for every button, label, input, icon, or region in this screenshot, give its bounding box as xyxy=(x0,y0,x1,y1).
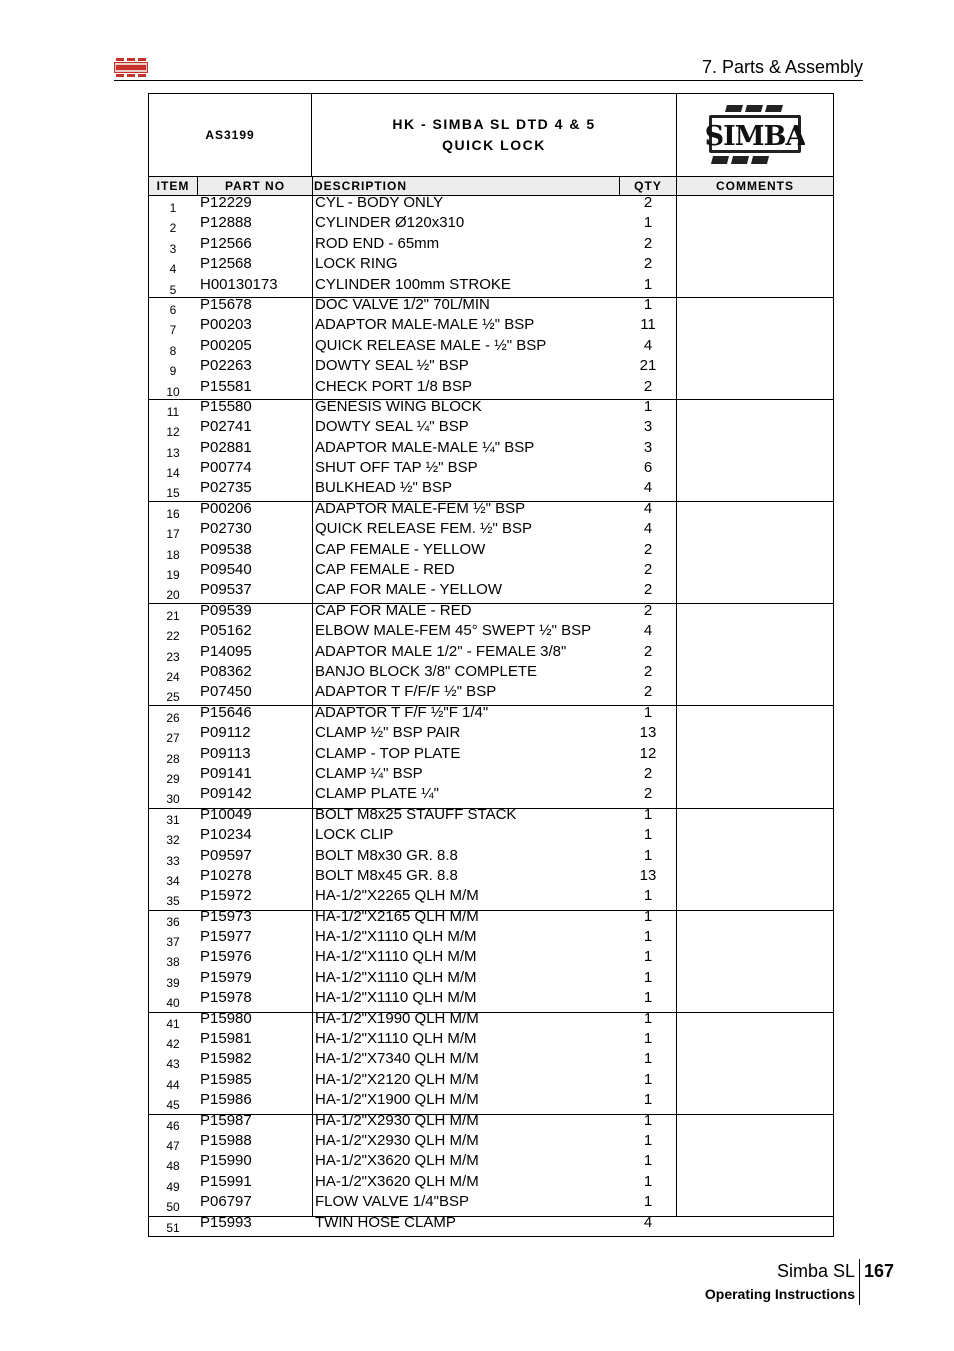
table-row xyxy=(149,499,833,522)
table-row xyxy=(149,726,833,746)
row-item-number: 27 xyxy=(166,731,180,746)
row-description: CHECK PORT 1/8 BSP xyxy=(315,377,473,395)
row-quantity: 1 xyxy=(643,1050,653,1068)
table-row xyxy=(149,1213,833,1236)
row-description: ADAPTOR MALE 1/2" - FEMALE 3/8" xyxy=(315,642,567,660)
row-item-number: 48 xyxy=(166,1159,180,1174)
row-part-number: P15991 xyxy=(200,1172,252,1190)
row-part-number: P09113 xyxy=(200,744,251,762)
row-quantity: 4 xyxy=(643,479,653,497)
row-description: BOLT M8x25 STAUFF STACK xyxy=(315,805,517,823)
row-description: FLOW VALVE 1/4"BSP xyxy=(315,1193,469,1211)
row-quantity: 1 xyxy=(643,397,653,415)
row-item-number: 18 xyxy=(166,547,180,562)
row-description: QUICK RELEASE MALE - ½" BSP xyxy=(315,336,547,354)
row-description: HA-1/2"X1110 QLH M/M xyxy=(315,928,477,946)
row-item-number: 33 xyxy=(166,853,180,868)
row-quantity: 13 xyxy=(639,866,657,884)
row-item-number: 42 xyxy=(166,1037,180,1052)
row-part-number: P15982 xyxy=(200,1050,252,1068)
row-quantity: 1 xyxy=(643,1009,653,1027)
row-item-number: 6 xyxy=(169,302,177,317)
row-description: HA-1/2"X1110 QLH M/M xyxy=(315,948,477,966)
simba-brand-logo-icon xyxy=(705,103,805,167)
row-description: ADAPTOR T F/F/F ½" BSP xyxy=(315,683,497,701)
row-part-number: P00774 xyxy=(200,459,252,477)
table-row xyxy=(149,1111,833,1134)
table-row xyxy=(149,703,833,726)
row-part-number: P05162 xyxy=(200,622,252,640)
row-part-number: P15977 xyxy=(200,928,252,946)
row-description: ADAPTOR T F/F ½"F 1/4" xyxy=(315,703,489,721)
row-part-number: P02735 xyxy=(200,479,252,497)
row-quantity: 1 xyxy=(643,826,653,844)
row-description: SHUT OFF TAP ½" BSP xyxy=(315,459,478,477)
row-part-number: P06797 xyxy=(200,1193,252,1211)
row-item-number: 13 xyxy=(166,445,180,460)
assembly-code: AS3199 xyxy=(149,94,312,176)
assembly-title-line2: QUICK LOCK xyxy=(442,137,546,153)
row-description: BOLT M8x45 GR. 8.8 xyxy=(315,866,458,884)
row-description: ADAPTOR MALE-MALE ¼" BSP xyxy=(315,438,535,456)
table-row xyxy=(149,420,833,440)
row-quantity: 1 xyxy=(643,1152,653,1170)
row-item-number: 31 xyxy=(166,812,180,827)
row-item-number: 46 xyxy=(166,1118,180,1133)
row-quantity: 1 xyxy=(643,275,653,293)
row-quantity: 1 xyxy=(643,703,653,721)
table-row xyxy=(149,950,833,970)
row-description: DOWTY SEAL ¼" BSP xyxy=(315,418,469,436)
row-quantity: 1 xyxy=(643,1030,653,1048)
table-row xyxy=(149,930,833,950)
row-quantity: 1 xyxy=(643,1091,653,1109)
row-part-number: P15987 xyxy=(200,1111,252,1129)
row-part-number: P15993 xyxy=(200,1213,252,1231)
table-row xyxy=(149,642,833,665)
row-item-number: 5 xyxy=(169,282,177,297)
row-part-number: P09537 xyxy=(200,581,252,599)
table-row xyxy=(149,481,833,501)
row-part-number: P10234 xyxy=(200,826,252,844)
row-description: HA-1/2"X2930 QLH M/M xyxy=(315,1131,479,1149)
row-part-number: P02730 xyxy=(200,520,252,538)
row-part-number: P12888 xyxy=(200,214,252,232)
row-part-number: P02881 xyxy=(200,438,252,456)
row-part-number: P15580 xyxy=(200,397,252,415)
row-description: CLAMP ¼" BSP xyxy=(315,764,423,782)
row-item-number: 3 xyxy=(169,241,177,256)
row-quantity: 2 xyxy=(643,785,653,803)
row-quantity: 2 xyxy=(643,662,653,680)
row-description: CYLINDER 100mm STROKE xyxy=(315,275,511,293)
row-quantity: 2 xyxy=(643,540,653,558)
row-item-number: 30 xyxy=(166,792,180,807)
row-quantity: 1 xyxy=(643,887,653,905)
header-logo xyxy=(114,58,148,78)
row-quantity: 1 xyxy=(643,846,653,864)
table-row xyxy=(149,234,833,257)
row-item-number: 43 xyxy=(166,1057,180,1072)
footer-product: Simba SL xyxy=(776,1261,855,1281)
row-quantity: 13 xyxy=(639,724,657,742)
row-quantity: 4 xyxy=(643,1213,653,1231)
row-item-number: 45 xyxy=(166,1098,180,1113)
table-row xyxy=(149,744,833,767)
row-quantity: 1 xyxy=(643,1193,653,1211)
row-part-number: P15985 xyxy=(200,1070,252,1088)
table-row xyxy=(149,601,833,624)
row-part-number: P12229 xyxy=(200,194,252,211)
row-description: LOCK CLIP xyxy=(315,826,394,844)
row-part-number: P08362 xyxy=(200,662,252,680)
row-part-number: P15581 xyxy=(200,377,252,395)
row-description: HA-1/2"X2930 QLH M/M xyxy=(315,1111,479,1129)
row-part-number: P15972 xyxy=(200,887,252,905)
row-quantity: 2 xyxy=(643,234,653,252)
section-title: 7. Parts & Assembly xyxy=(701,57,863,77)
row-description: BULKHEAD ½" BSP xyxy=(315,479,453,497)
row-quantity: 1 xyxy=(643,1070,653,1088)
row-description: LOCK RING xyxy=(315,255,398,273)
row-part-number: P07450 xyxy=(200,683,252,701)
row-quantity: 2 xyxy=(643,581,653,599)
table-row xyxy=(149,828,833,848)
title-block xyxy=(149,94,833,176)
row-part-number: P09142 xyxy=(200,785,252,803)
row-quantity: 4 xyxy=(643,622,653,640)
row-quantity: 1 xyxy=(643,295,653,313)
parts-sheet xyxy=(148,93,834,1237)
row-quantity: 4 xyxy=(643,520,653,538)
table-row xyxy=(149,889,833,909)
row-quantity: 2 xyxy=(643,377,653,395)
row-part-number: P15973 xyxy=(200,907,252,925)
footer-subtitle: Operating Instructions xyxy=(704,1286,855,1302)
table-row xyxy=(149,438,833,461)
table-row xyxy=(149,1195,833,1215)
row-part-number: P15980 xyxy=(200,1009,252,1027)
row-part-number: P15990 xyxy=(200,1152,252,1170)
row-description: HA-1/2"X3620 QLH M/M xyxy=(315,1172,479,1190)
row-description: ADAPTOR MALE-FEM ½" BSP xyxy=(315,499,526,517)
row-description: BANJO BLOCK 3/8" COMPLETE xyxy=(315,662,538,680)
row-description: DOWTY SEAL ½" BSP xyxy=(315,357,469,375)
row-part-number: P15986 xyxy=(200,1091,252,1109)
row-part-number: P09141 xyxy=(200,764,252,782)
header-part-no: PART NO xyxy=(198,177,313,195)
row-quantity: 1 xyxy=(643,928,653,946)
row-description: TWIN HOSE CLAMP xyxy=(315,1213,456,1231)
row-description: HA-1/2"X7340 QLH M/M xyxy=(315,1050,479,1068)
page-number: 167 xyxy=(864,1261,895,1281)
row-description: HA-1/2"X1900 QLH M/M xyxy=(315,1091,479,1109)
table-row xyxy=(149,1172,833,1195)
row-quantity: 2 xyxy=(643,683,653,701)
row-quantity: 1 xyxy=(643,1111,653,1129)
row-item-number: 47 xyxy=(166,1138,180,1153)
assembly-title-line1: HK - SIMBA SL DTD 4 & 5 xyxy=(392,116,596,132)
row-quantity: 2 xyxy=(643,601,653,619)
row-quantity: 2 xyxy=(643,764,653,782)
row-item-number: 38 xyxy=(166,955,180,970)
row-item-number: 24 xyxy=(166,669,180,684)
row-item-number: 35 xyxy=(166,894,180,909)
row-description: GENESIS WING BLOCK xyxy=(315,397,482,415)
row-part-number: P09539 xyxy=(200,601,252,619)
row-item-number: 1 xyxy=(169,201,177,215)
row-quantity: 2 xyxy=(643,642,653,660)
row-item-number: 21 xyxy=(166,608,180,623)
table-row xyxy=(149,196,833,216)
row-description: CAP FOR MALE - RED xyxy=(315,601,472,619)
row-item-number: 28 xyxy=(166,751,180,766)
row-item-number: 9 xyxy=(169,364,177,379)
table-row xyxy=(149,522,833,542)
table-row xyxy=(149,275,833,298)
table-row xyxy=(149,583,833,603)
row-item-number: 4 xyxy=(169,262,177,277)
header-rule xyxy=(114,80,863,81)
row-quantity: 1 xyxy=(643,1131,653,1149)
table-row xyxy=(149,295,833,318)
row-description: CYLINDER Ø120x310 xyxy=(315,214,465,232)
row-part-number: P02741 xyxy=(200,418,252,436)
header-description: DESCRIPTION xyxy=(314,177,620,195)
row-item-number: 41 xyxy=(166,1016,180,1031)
row-description: HA-1/2"X3620 QLH M/M xyxy=(315,1152,479,1170)
row-description: HA-1/2"X1990 QLH M/M xyxy=(315,1009,479,1027)
header-comments: COMMENTS xyxy=(716,179,794,193)
row-description: HA-1/2"X2120 QLH M/M xyxy=(315,1070,479,1088)
row-description: ADAPTOR MALE-MALE ½" BSP xyxy=(315,316,535,334)
row-description: HA-1/2"X1110 QLH M/M xyxy=(315,968,477,986)
row-item-number: 26 xyxy=(166,710,180,725)
row-item-number: 39 xyxy=(166,975,180,990)
row-description: HA-1/2"X1110 QLH M/M xyxy=(315,989,477,1007)
row-item-number: 36 xyxy=(166,914,180,929)
row-item-number: 20 xyxy=(166,588,180,603)
row-item-number: 51 xyxy=(166,1220,180,1235)
table-row xyxy=(149,685,833,705)
row-item-number: 25 xyxy=(166,690,180,705)
row-part-number: P15979 xyxy=(200,968,252,986)
row-part-number: H00130173 xyxy=(200,275,278,293)
row-quantity: 2 xyxy=(643,194,653,211)
brand-logo xyxy=(677,94,833,176)
row-item-number: 11 xyxy=(166,404,180,419)
row-part-number: P15678 xyxy=(200,295,252,313)
table-row xyxy=(149,336,833,359)
row-item-number: 37 xyxy=(166,935,180,950)
row-part-number: P14095 xyxy=(200,642,252,660)
row-part-number: P12566 xyxy=(200,234,252,252)
row-part-number: P09597 xyxy=(200,846,252,864)
table-row xyxy=(149,662,833,685)
table-row xyxy=(149,624,833,644)
table-row xyxy=(149,805,833,828)
row-part-number: P15978 xyxy=(200,989,252,1007)
row-quantity: 2 xyxy=(643,255,653,273)
row-part-number: P15646 xyxy=(200,703,252,721)
row-part-number: P15988 xyxy=(200,1131,252,1149)
row-quantity: 4 xyxy=(643,336,653,354)
row-part-number: P10278 xyxy=(200,866,252,884)
row-description: CYL - BODY ONLY xyxy=(315,194,444,211)
row-quantity: 1 xyxy=(643,907,653,925)
row-part-number: P09112 xyxy=(200,724,251,742)
row-item-number: 2 xyxy=(169,221,177,236)
row-description: HA-1/2"X1110 QLH M/M xyxy=(315,1030,477,1048)
row-item-number: 17 xyxy=(166,527,180,542)
row-description: BOLT M8x30 GR. 8.8 xyxy=(315,846,458,864)
row-quantity: 1 xyxy=(643,968,653,986)
table-row xyxy=(149,1131,833,1154)
row-item-number: 22 xyxy=(166,629,180,644)
row-item-number: 34 xyxy=(166,873,180,888)
row-item-number: 19 xyxy=(166,568,180,583)
row-item-number: 29 xyxy=(166,771,180,786)
table-row xyxy=(149,991,833,1011)
table-row xyxy=(149,764,833,787)
row-description: QUICK RELEASE FEM. ½" BSP xyxy=(315,520,533,538)
row-item-number: 12 xyxy=(166,425,180,440)
row-part-number: P15981 xyxy=(200,1030,252,1048)
row-part-number: P09540 xyxy=(200,561,252,579)
row-part-number: P12568 xyxy=(200,255,252,273)
row-description: CAP FEMALE - YELLOW xyxy=(315,540,486,558)
row-item-number: 8 xyxy=(169,343,177,358)
simba-logo-icon xyxy=(114,58,148,78)
row-quantity: 1 xyxy=(643,989,653,1007)
table-row xyxy=(149,1070,833,1093)
row-quantity: 1 xyxy=(643,948,653,966)
row-quantity: 12 xyxy=(639,744,657,762)
table-row xyxy=(149,968,833,991)
header-item: ITEM xyxy=(149,177,198,195)
row-item-number: 44 xyxy=(166,1077,180,1092)
row-description: CLAMP ½" BSP PAIR xyxy=(315,724,461,742)
row-quantity: 2 xyxy=(643,561,653,579)
row-part-number: P00206 xyxy=(200,499,252,517)
table-row xyxy=(149,540,833,563)
row-description: ELBOW MALE-FEM 45° SWEPT ½" BSP xyxy=(315,622,592,640)
row-description: CAP FOR MALE - YELLOW xyxy=(315,581,502,599)
table-row xyxy=(149,1032,833,1052)
row-quantity: 11 xyxy=(640,316,656,334)
row-description: ROD END - 65mm xyxy=(315,234,440,252)
row-quantity: 6 xyxy=(643,459,653,477)
table-row xyxy=(149,359,833,379)
table-row xyxy=(149,866,833,889)
row-item-number: 40 xyxy=(166,996,180,1011)
table-row xyxy=(149,787,833,807)
row-quantity: 1 xyxy=(643,214,653,232)
brand-logo-text: SIMBA xyxy=(705,121,805,152)
table-row xyxy=(149,1093,833,1113)
row-part-number: P00205 xyxy=(200,336,252,354)
row-part-number: P10049 xyxy=(200,805,252,823)
table-row xyxy=(149,318,833,338)
table-row xyxy=(149,216,833,236)
row-item-number: 10 xyxy=(166,384,180,399)
table-row xyxy=(149,461,833,481)
parts-table-body xyxy=(149,196,833,1236)
table-row xyxy=(149,907,833,930)
row-item-number: 7 xyxy=(169,323,177,338)
row-item-number: 49 xyxy=(166,1179,180,1194)
row-quantity: 4 xyxy=(643,499,653,517)
table-row xyxy=(149,846,833,869)
row-description: CLAMP - TOP PLATE xyxy=(315,744,461,762)
row-quantity: 21 xyxy=(639,357,657,375)
row-part-number: P09538 xyxy=(200,540,252,558)
row-description: DOC VALVE 1/2" 70L/MIN xyxy=(315,295,490,313)
table-row xyxy=(149,377,833,400)
table-row xyxy=(149,1052,833,1072)
row-description: CLAMP PLATE ¼" xyxy=(315,785,439,803)
table-row xyxy=(149,1154,833,1174)
row-item-number: 15 xyxy=(166,486,180,501)
row-quantity: 1 xyxy=(643,1172,653,1190)
row-item-number: 32 xyxy=(166,833,180,848)
row-description: HA-1/2"X2165 QLH M/M xyxy=(315,907,479,925)
table-row xyxy=(149,257,833,277)
row-quantity: 3 xyxy=(643,418,653,436)
assembly-title xyxy=(312,94,677,176)
row-quantity: 1 xyxy=(643,805,653,823)
table-row xyxy=(149,563,833,583)
header-qty: QTY xyxy=(620,177,677,195)
row-description: HA-1/2"X2265 QLH M/M xyxy=(315,887,479,905)
row-item-number: 23 xyxy=(166,649,180,664)
row-part-number: P02263 xyxy=(200,357,252,375)
row-item-number: 14 xyxy=(166,466,180,481)
table-row xyxy=(149,397,833,420)
row-item-number: 50 xyxy=(166,1200,180,1215)
row-part-number: P00203 xyxy=(200,316,252,334)
row-quantity: 3 xyxy=(643,438,653,456)
column-headers xyxy=(149,176,833,196)
row-description: CAP FEMALE - RED xyxy=(315,561,455,579)
row-item-number: 16 xyxy=(166,506,180,521)
footer-separator xyxy=(859,1259,860,1305)
table-row xyxy=(149,1009,833,1032)
row-part-number: P15976 xyxy=(200,948,252,966)
